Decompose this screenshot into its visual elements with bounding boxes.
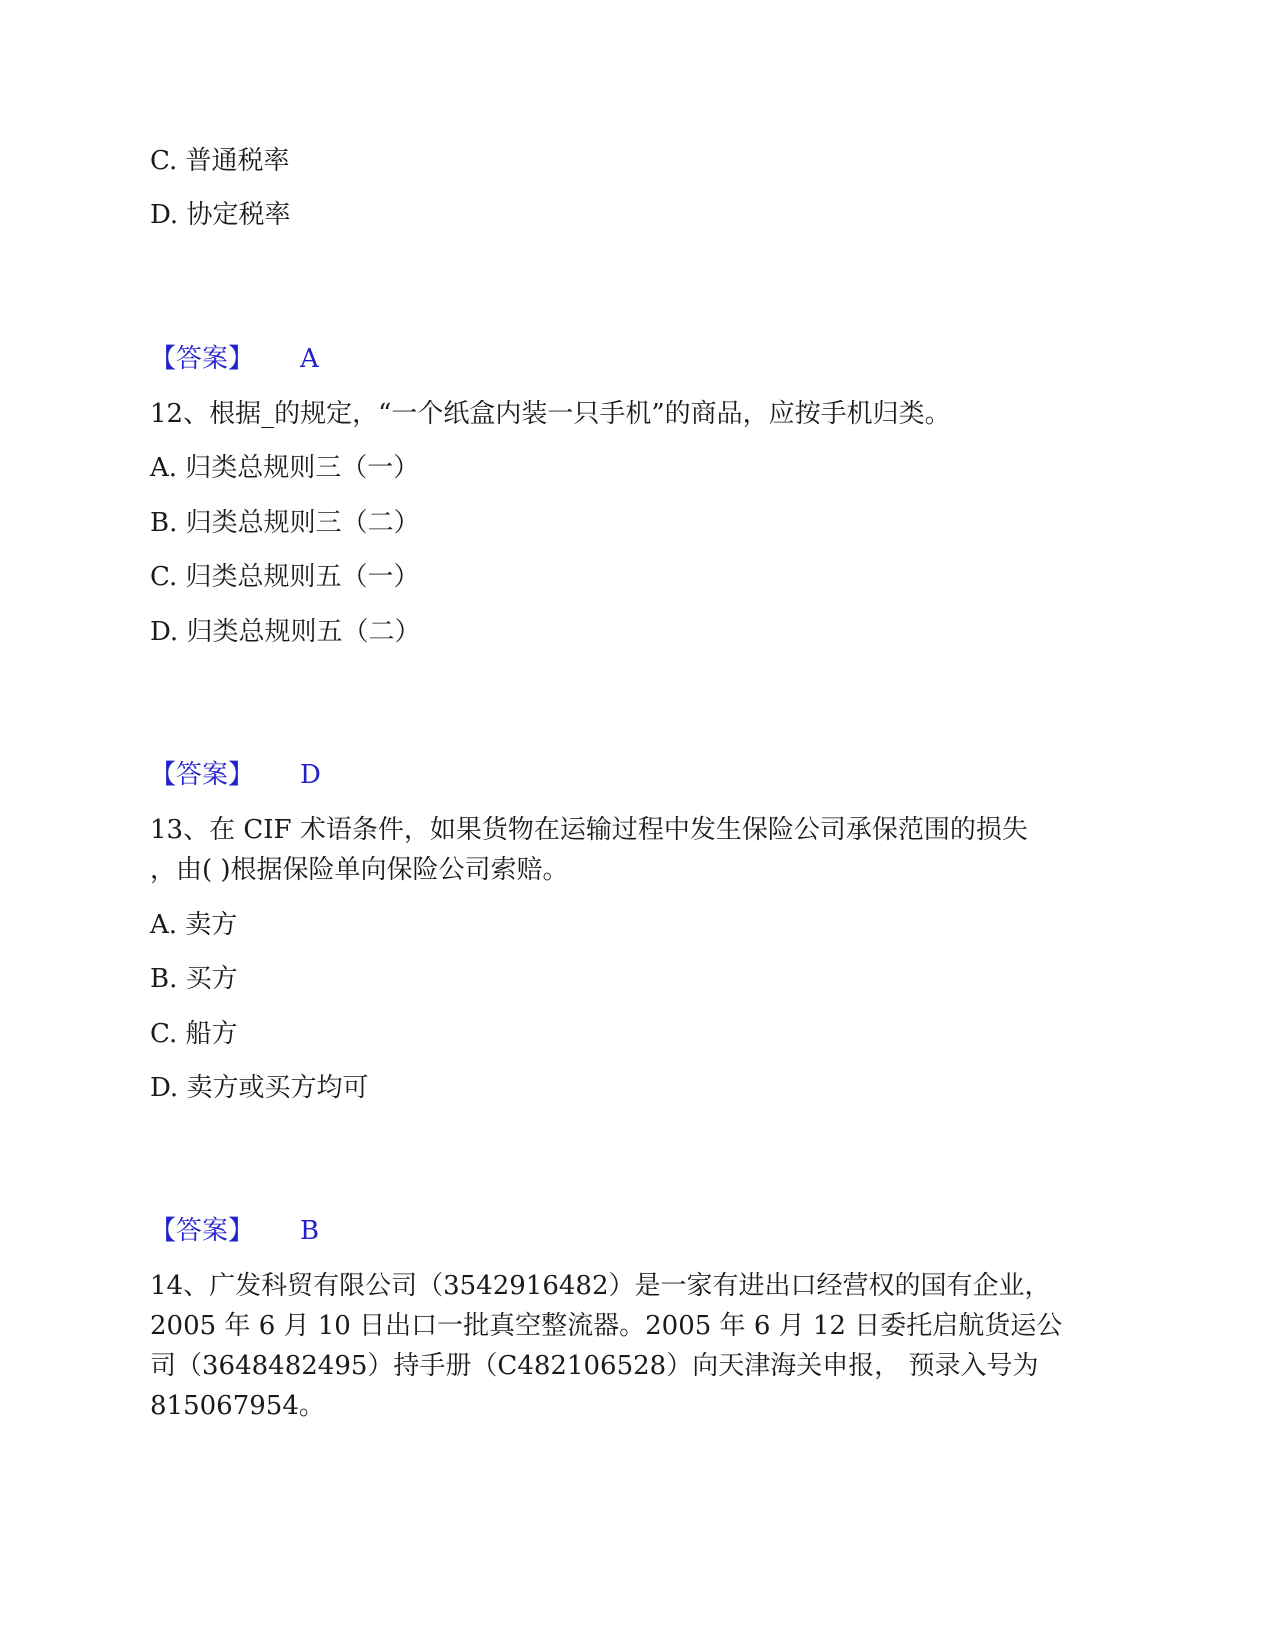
answer-label: 【答案】: [150, 760, 255, 790]
q11-answer: [150, 342, 319, 376]
answer-value: D: [300, 760, 321, 790]
q14-stem-line4: 815067954。: [150, 1391, 325, 1421]
q13-stem-line2: ，由( )根据保险单向保险公司索赔。: [150, 855, 569, 885]
q12-option-b: B. 归类总规则三（二）: [150, 508, 420, 538]
q11-option-d: D. 协定税率: [150, 200, 291, 230]
answer-value: A: [300, 344, 319, 374]
q14-stem-line2: 2005 年 6 月 10 日出口一批真空整流器。2005 年 6 月 12 日委托启航货运公: [150, 1311, 1063, 1341]
q13-option-c: C. 船方: [150, 1019, 238, 1049]
q12-option-d: D. 归类总规则五（二）: [150, 617, 421, 647]
q12-option-c: C. 归类总规则五（一）: [150, 562, 420, 592]
answer-value: B: [300, 1216, 320, 1246]
answer-label: 【答案】: [150, 1216, 255, 1246]
q13-answer: [150, 1214, 319, 1248]
q13-option-b: B. 买方: [150, 964, 238, 994]
answer-label: 【答案】: [150, 344, 255, 374]
q14-stem-line3: 司（3648482495）持手册（C482106528）向天津海关申报， 预录入号为: [150, 1351, 1039, 1381]
q14-stem-line1: 14、广发科贸有限公司（3542916482）是一家有进出口经营权的国有企业，: [150, 1271, 1051, 1301]
q12-stem: 12、根据_的规定，“一个纸盒内装一只手机”的商品，应按手机归类。: [150, 399, 951, 429]
q12-answer: [150, 758, 321, 792]
q13-option-d: D. 卖方或买方均可: [150, 1073, 369, 1103]
q13-stem-line1: 13、在 CIF 术语条件，如果货物在运输过程中发生保险公司承保范围的损失: [150, 815, 1028, 845]
q13-option-a: A. 卖方: [150, 910, 238, 940]
q11-option-c: C. 普通税率: [150, 146, 290, 176]
q12-option-a: A. 归类总规则三（一）: [150, 453, 420, 483]
